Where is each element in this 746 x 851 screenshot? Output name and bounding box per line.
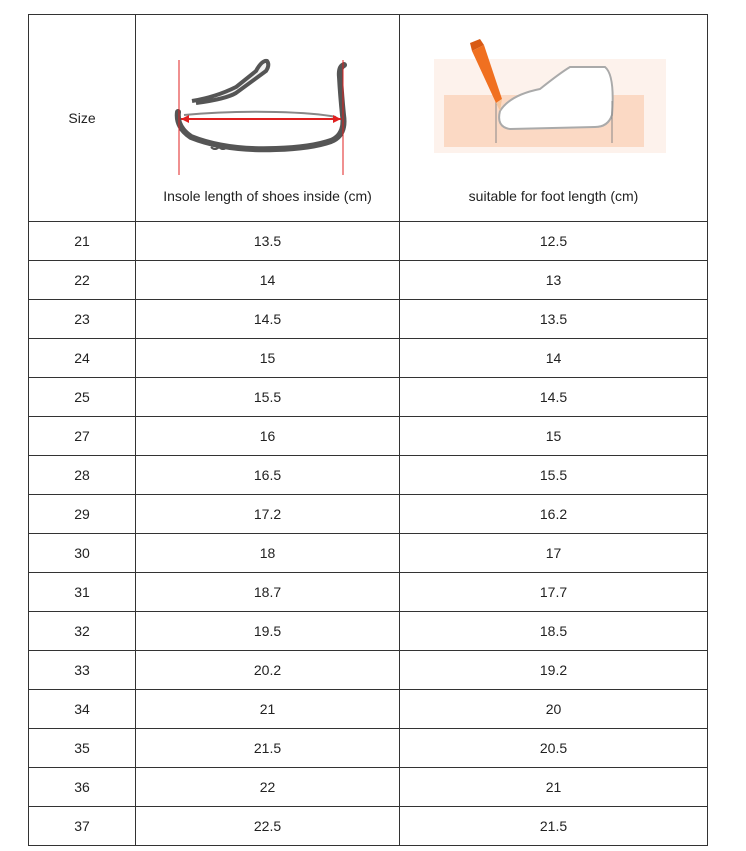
foot-cell: 21 [400,768,708,807]
table-row [29,729,708,768]
foot-cell: 20.5 [400,729,708,768]
foot-cell: 13 [400,261,708,300]
size-cell: 36 [29,768,136,807]
foot-cell: 19.2 [400,651,708,690]
foot-cell: 14 [400,339,708,378]
header-row [29,15,708,222]
insole-cell: 16.5 [136,456,400,495]
table-row [29,690,708,729]
table-row [29,222,708,261]
insole-cell: 15 [136,339,400,378]
foot-cell: 15.5 [400,456,708,495]
size-cell: 35 [29,729,136,768]
table-row [29,378,708,417]
table-row [29,807,708,846]
size-cell: 33 [29,651,136,690]
size-header-label: Size [68,110,96,126]
header-insole-cell [136,15,400,222]
table-row [29,534,708,573]
foot-cell: 17 [400,534,708,573]
foot-cell: 15 [400,417,708,456]
header-size-cell [29,15,136,222]
table-row [29,612,708,651]
insole-cell: 18.7 [136,573,400,612]
table-row [29,339,708,378]
header-foot-cell [400,15,708,222]
insole-cell: 21 [136,690,400,729]
insole-cell: 22.5 [136,807,400,846]
size-cell: 27 [29,417,136,456]
table-row [29,495,708,534]
foot-cell: 18.5 [400,612,708,651]
foot-cell: 12.5 [400,222,708,261]
insole-cell: 21.5 [136,729,400,768]
insole-cell: 20.2 [136,651,400,690]
foot-cell: 14.5 [400,378,708,417]
size-cell: 37 [29,807,136,846]
foot-caption: suitable for foot length (cm) [468,188,639,204]
insole-cell: 17.2 [136,495,400,534]
insole-cell: 14 [136,261,400,300]
insole-cell: 13.5 [136,222,400,261]
size-chart-table [28,14,708,846]
insole-cell: 19.5 [136,612,400,651]
size-cell: 29 [29,495,136,534]
table-row [29,261,708,300]
foot-cell: 20 [400,690,708,729]
insole-cell: 15.5 [136,378,400,417]
size-cell: 32 [29,612,136,651]
size-cell: 21 [29,222,136,261]
size-cell: 28 [29,456,136,495]
table-row [29,300,708,339]
foot-cell: 17.7 [400,573,708,612]
size-cell: 34 [29,690,136,729]
insole-caption: Insole length of shoes inside (cm) [163,188,372,204]
table-row [29,651,708,690]
insole-cell: 22 [136,768,400,807]
size-cell: 22 [29,261,136,300]
foot-cell: 13.5 [400,300,708,339]
foot-cell: 16.2 [400,495,708,534]
insole-cell: 14.5 [136,300,400,339]
table-row [29,573,708,612]
insole-cell: 18 [136,534,400,573]
size-cell: 30 [29,534,136,573]
size-cell: 23 [29,300,136,339]
table-row [29,456,708,495]
table-row [29,417,708,456]
foot-cell: 21.5 [400,807,708,846]
insole-cell: 16 [136,417,400,456]
size-cell: 24 [29,339,136,378]
size-cell: 31 [29,573,136,612]
size-cell: 25 [29,378,136,417]
table-row [29,768,708,807]
